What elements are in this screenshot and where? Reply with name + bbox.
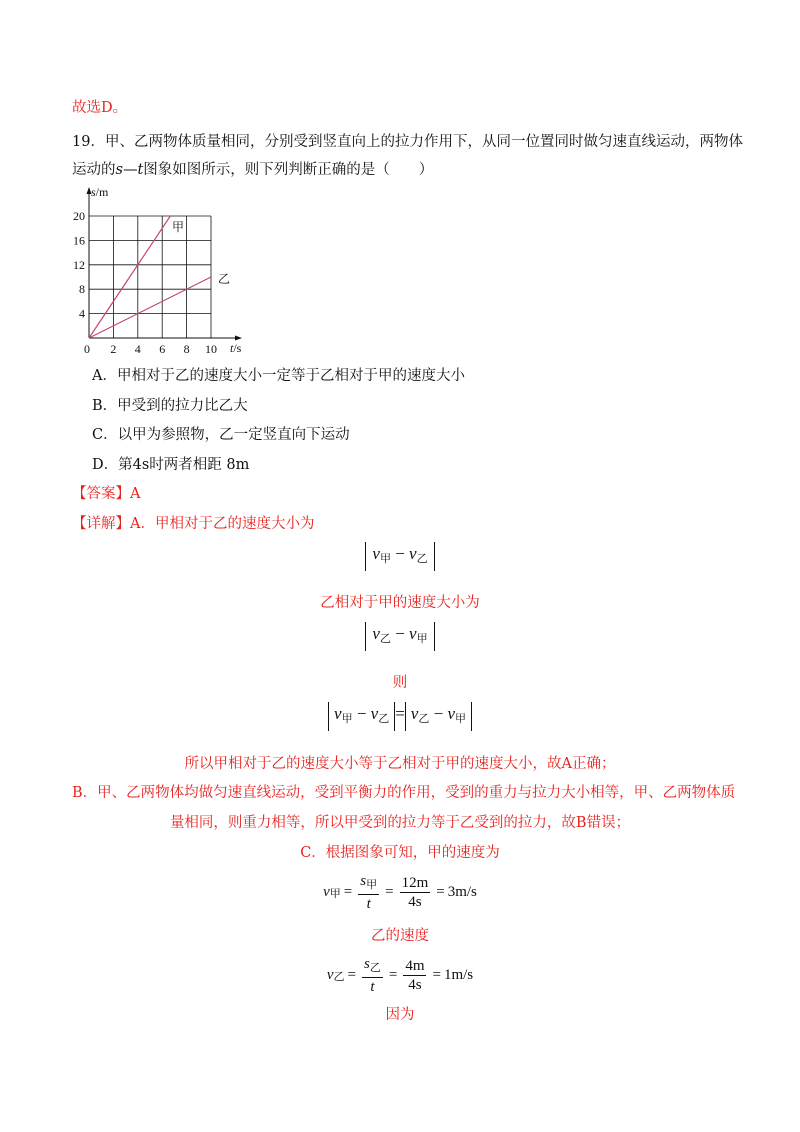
- x-axis-arrow: [235, 336, 242, 341]
- y-tick-label: 20: [73, 209, 85, 223]
- explanation-a-intro: [72, 514, 314, 534]
- explanation-t1: 乙相对于甲的速度大小为: [320, 595, 480, 611]
- x-tick-label: 0: [84, 342, 90, 356]
- explanation-b2: 量相同，则重力相等，所以甲受到的拉力等于乙受到的拉力，故B错误；: [169, 815, 631, 831]
- y-tick-label: 12: [73, 257, 85, 272]
- explanation-t4: 乙的速度: [371, 928, 429, 944]
- var-t: t: [137, 162, 144, 178]
- dash: —: [122, 162, 138, 178]
- explanation-t5: 因为: [385, 1007, 415, 1023]
- graph-axes: [87, 187, 243, 341]
- formula-2: $v_乙 - v_甲$: [0, 622, 800, 651]
- series-line: [89, 216, 170, 338]
- formula-5: v 乙 = $\frac{s_乙}{t}$ = $\frac{4m}{4s}$ = 1m/s: [326, 956, 474, 995]
- x-tick-label: 2: [110, 342, 117, 356]
- question-text: 图象如图所示，则下列判断正确的是（ ）: [143, 162, 434, 178]
- x-tick-label: 4: [134, 342, 141, 356]
- explain-a-text: A．甲相对于乙的速度大小为: [130, 516, 315, 532]
- x-tick-label: 10: [205, 342, 217, 356]
- x-axis-label: t/s: [230, 341, 242, 355]
- previous-answer: 故选D。: [72, 100, 128, 116]
- s-t-graph: [60, 185, 260, 365]
- x-tick-label: 8: [183, 342, 190, 356]
- formula-3: $v_甲 - v_乙 = v_乙 - v_甲$: [0, 702, 800, 731]
- option-a: A．甲相对于乙的速度大小一定等于乙相对于甲的速度大小: [92, 368, 465, 384]
- y-tick-label: 8: [79, 282, 85, 297]
- y-tick-label: 16: [73, 233, 85, 248]
- explanation-t2: 则: [392, 675, 408, 691]
- x-tick-label: 6: [159, 342, 166, 356]
- formula-1: $v_甲 - v_乙$: [0, 542, 800, 571]
- explanation-b1: B．甲、乙两物体均做匀速直线运动，受到平衡力的作用，受到的重力与拉力大小相等，甲、乙两物体质: [72, 785, 736, 801]
- question-line-2: [72, 160, 433, 180]
- graph-grid: [89, 216, 211, 338]
- option-b: B．甲受到的拉力比乙大: [92, 398, 248, 414]
- series-label-jia: 甲: [172, 220, 185, 234]
- question-line-1: 19．甲、乙两物体质量相同，分别受到竖直向上的拉力作用下，从同一位置同时做匀速直线运动，两物体: [72, 134, 743, 150]
- var-s: s: [115, 162, 123, 178]
- answer: 【答案】A: [72, 486, 141, 502]
- question-text: 运动的: [72, 162, 116, 178]
- explanation-c1: C．根据图象可知，甲的速度为: [300, 845, 500, 861]
- option-d: D．第4s时两者相距 8m: [92, 457, 250, 473]
- y-axis-label: s/m: [91, 185, 109, 199]
- explain-tag: 【详解】: [72, 516, 130, 532]
- explanation-t3: 所以甲相对于乙的速度大小等于乙相对于甲的速度大小，故A正确；: [184, 756, 616, 772]
- formula-4: v 甲 = $\frac{s_甲}{t}$ = $\frac{12m}{4s}$ = 3m/s: [323, 873, 477, 912]
- option-c: C．以甲为参照物，乙一定竖直向下运动: [92, 427, 350, 443]
- y-tick-label: 4: [79, 306, 85, 321]
- series-label-yi: 乙: [218, 272, 231, 286]
- series-line: [89, 277, 211, 338]
